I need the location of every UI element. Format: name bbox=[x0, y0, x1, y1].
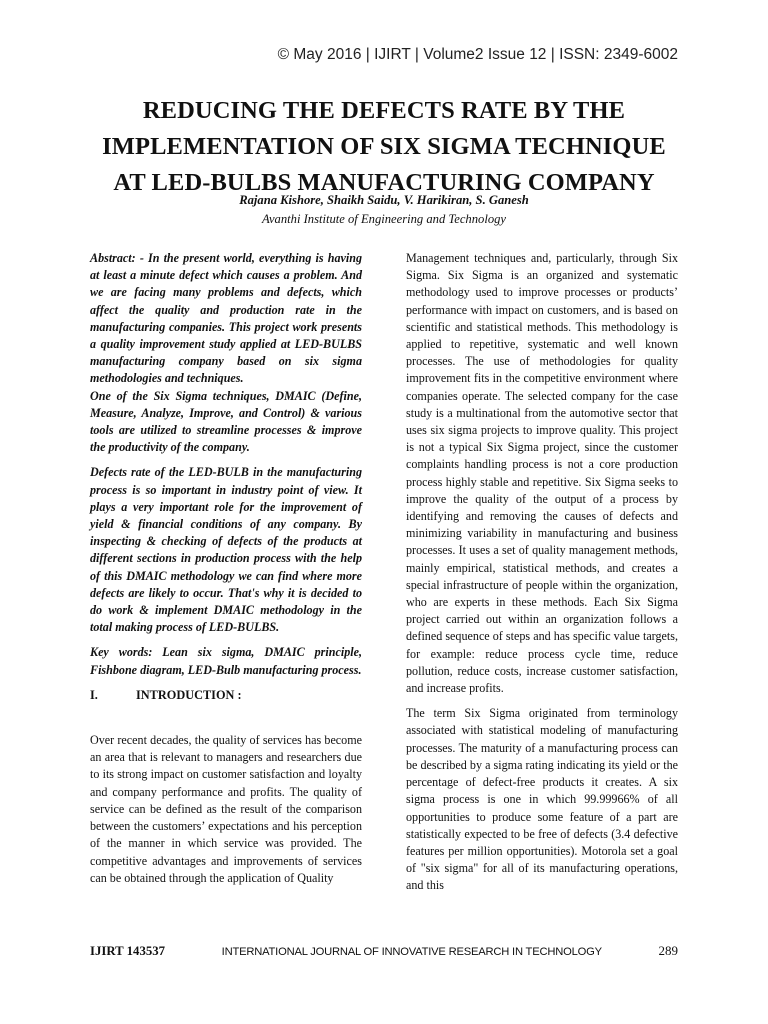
left-column bbox=[90, 250, 362, 887]
section-number: I. bbox=[90, 687, 98, 702]
abstract-paragraph-3: Defects rate of the LED-BULB in the manufacturing process is so important in industry point of view. It plays a very important role for the improvement of yield & financial conditions of any company. By inspecting & checking of defects of the products at different sections in production process with the help of this DMAIC methodology we can find where more defects are likely to occur. That's why it is decided to do work & implement DMAIC methodology in the total making process of LED-BULBS. bbox=[90, 465, 362, 635]
abstract-text-1: : - In the present world, everything is having at least a minute defect which causes a problem. And we are facing many problems and defects, which affect the quality and production rate in the manufacturing companies. This project work presents a quality improvement study applied at LED-BULBS manufacturing company based on six sigma methodologies and techniques. bbox=[90, 251, 362, 386]
affiliation: Avanthi Institute of Engineering and Technology bbox=[261, 212, 507, 226]
abstract-paragraph-1 bbox=[90, 250, 362, 388]
section-heading-introduction bbox=[90, 687, 362, 704]
title-line-3: AT LED-BULBS MANUFACTURING COMPANY bbox=[113, 169, 655, 196]
abstract-paragraph-2: One of the Six Sigma techniques, DMAIC (Define, Measure, Analyze, Improve, and Control) & various tools are utilized to streamline processes & improve the productivity of the company. bbox=[90, 388, 362, 455]
running-head: © May 2016 | IJIRT | Volume2 Issue 12 | ISSN: 2349-6002 bbox=[277, 46, 678, 63]
right-paragraph-1: Management techniques and, particularly, through Six Sigma. Six Sigma is an organized and systematic methodology used to improve processes or products’ performance with impact on customers, and is based on scientific and statistical methods. This methodology is applied to repetitive, systematic and well known processes. The use of methodologies for quality improvement fits in the competitive environment where companies operate. The selected company for the case study is a multinational from the automotive sector that uses six sigma projects to improve quality. This project is not a typical Six Sigma project, since the customer complaints handling process is not a core production process highly stable and repetitive. Six Sigma seeks to improve the quality of the output of a process by identifying and removing the causes of defects and minimizing variability in manufacturing and business processes. It uses a set of quality management methods, mainly empirical, statistical methods, and creates a special infrastructure of people within the organization, who are experts in these methods. Each Six Sigma project carried out within an organization follows a defined sequence of steps and has specific value targets, for example: reduce process cycle time, reduce pollution, reduce costs, increase customer satisfaction, and increase profits. bbox=[406, 251, 678, 696]
author-list: Rajana Kishore, Shaikh Saidu, V. Harikiran, S. Ganesh bbox=[239, 193, 529, 207]
paper-title bbox=[40, 93, 728, 201]
title-line-1: REDUCING THE DEFECTS RATE BY THE bbox=[142, 97, 626, 124]
section-title: INTRODUCTION : bbox=[136, 687, 242, 702]
title-line-2: IMPLEMENTATION OF SIX SIGMA TECHNIQUE bbox=[102, 133, 666, 160]
page-number: 289 bbox=[658, 943, 678, 958]
keywords: Key words: Lean six sigma, DMAIC principle, Fishbone diagram, LED-Bulb manufacturing process. bbox=[90, 645, 362, 677]
abstract-label: Abstract bbox=[90, 251, 132, 265]
right-paragraph-2: The term Six Sigma originated from terminology associated with statistical modeling of manufacturing processes. The maturity of a manufacturing process can be described by a sigma rating indicating its yield or the percentage of defect-free products it creates. A six sigma process is one in which 99.99966% of all opportunities to produce some feature of a part are statistically expected to be free of defects (3.4 defective features per million opportunities). Motorola set a goal of "six sigma" for all of its manufacturing operations, and this bbox=[406, 706, 678, 893]
article-id: IJIRT 143537 bbox=[90, 944, 166, 958]
page-footer bbox=[90, 943, 678, 959]
intro-paragraph-1: Over recent decades, the quality of services has become an area that is relevant to managers and researchers due to its strong impact on customer satisfaction and loyalty and company performance and profits. The quality of service can be defined as the result of the comparison between the customers’ expectations and his perception of the manner in which service was provided. The competitive advantages and improvements of services can be obtained through the application of Quality bbox=[90, 733, 362, 885]
journal-name: INTERNATIONAL JOURNAL OF INNOVATIVE RESEARCH IN TECHNOLOGY bbox=[221, 946, 602, 958]
right-column bbox=[406, 250, 678, 895]
